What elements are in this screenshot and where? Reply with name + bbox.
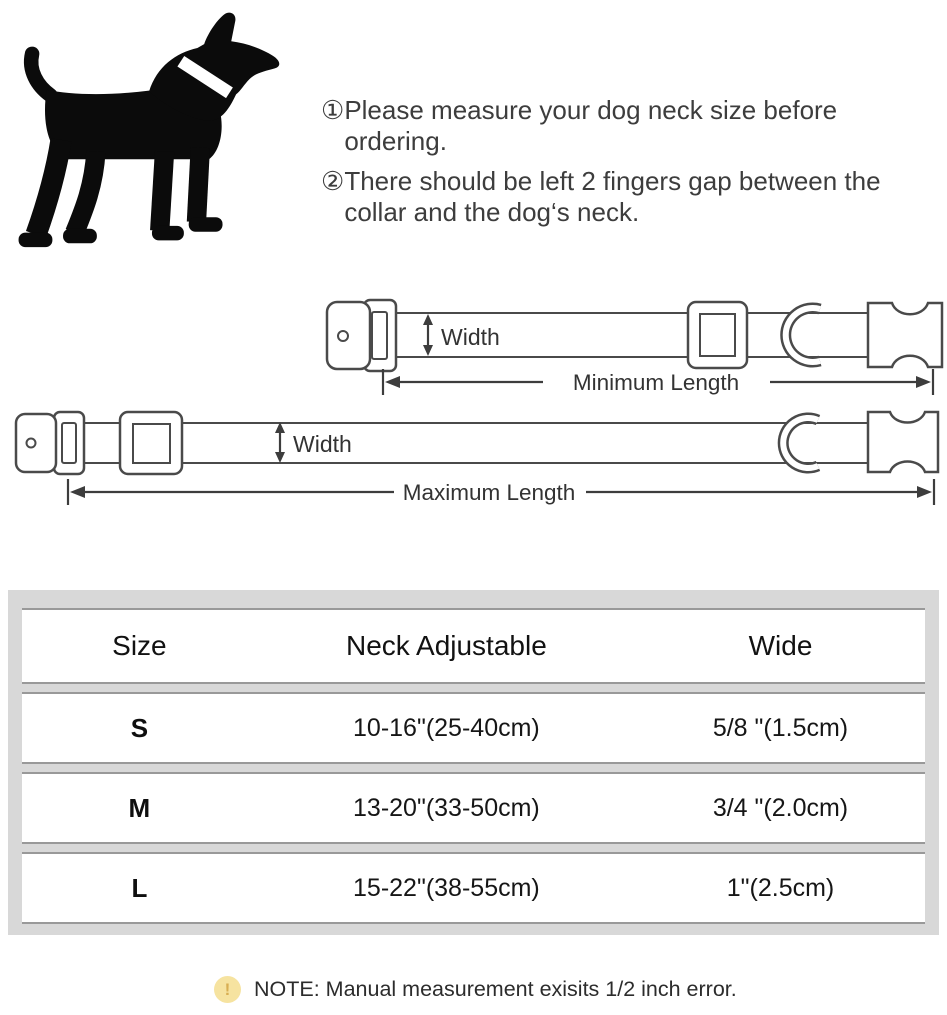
circled-number-1-icon: ① — [321, 95, 345, 125]
buckle-female-icon — [327, 300, 396, 371]
collar-max-diagram — [16, 412, 938, 505]
instruction-item-1 — [321, 95, 945, 157]
dog-hind-foot-near — [63, 229, 97, 244]
instruction-item-2 — [321, 166, 945, 228]
neck-value: 13-20"(33-50cm) — [353, 793, 540, 822]
strap-slider-icon — [688, 302, 747, 368]
dog-hind-foot-far — [19, 233, 53, 248]
maximum-length-label: Maximum Length — [402, 480, 576, 505]
dog-hind-leg-far — [36, 140, 61, 235]
dog-front-leg-far — [160, 151, 165, 230]
column-header-neck-adjustable: Neck Adjustable — [345, 630, 547, 661]
table-row-m — [22, 772, 925, 844]
circled-number-2-icon: ② — [321, 166, 345, 196]
dog-front-leg-near — [196, 148, 200, 222]
neck-value: 10-16"(25-40cm) — [353, 713, 540, 742]
neck-value: 15-22"(38-55cm) — [353, 873, 540, 902]
exclamation-icon: ! — [214, 976, 241, 1003]
dog-silhouette-image — [6, 6, 296, 266]
instruction-list — [321, 95, 945, 237]
buckle-female-icon — [16, 412, 84, 474]
size-value: M — [128, 792, 151, 823]
dog-front-foot-near — [189, 217, 223, 232]
table-header-row — [22, 608, 925, 684]
instruction-text-1: Please measure your dog neck size before ordering. — [344, 95, 838, 156]
wide-value: 3/4 "(2.0cm) — [712, 793, 849, 822]
dog-hind-leg-near — [75, 151, 96, 232]
dog-front-foot-far — [152, 226, 184, 241]
size-value: S — [130, 712, 149, 743]
dog-head — [149, 13, 279, 121]
collar-min-diagram — [327, 300, 942, 395]
note-text: NOTE: Manual measurement exisits 1/2 inch error. — [254, 977, 737, 1001]
minimum-length-label: Minimum Length — [572, 370, 740, 395]
table-row-s — [22, 692, 925, 764]
strap-slider-icon — [120, 412, 182, 474]
width-label-max: Width — [293, 431, 352, 457]
table-row-l — [22, 852, 925, 924]
instruction-text-2: There should be left 2 fingers gap between the collar and the dog‘s neck. — [344, 166, 881, 227]
width-label-min: Width — [441, 324, 500, 350]
buckle-male-icon — [868, 303, 942, 367]
column-header-size: Size — [112, 630, 167, 661]
collar-measurement-diagram — [0, 280, 947, 515]
wide-value: 5/8 "(1.5cm) — [712, 713, 849, 742]
size-chart-table — [8, 590, 939, 935]
dog-tail — [31, 54, 50, 96]
buckle-male-icon — [868, 412, 938, 472]
wide-value: 1"(2.5cm) — [726, 873, 835, 902]
measurement-note — [214, 976, 737, 1003]
size-value: L — [131, 872, 148, 903]
column-header-wide: Wide — [748, 630, 813, 661]
